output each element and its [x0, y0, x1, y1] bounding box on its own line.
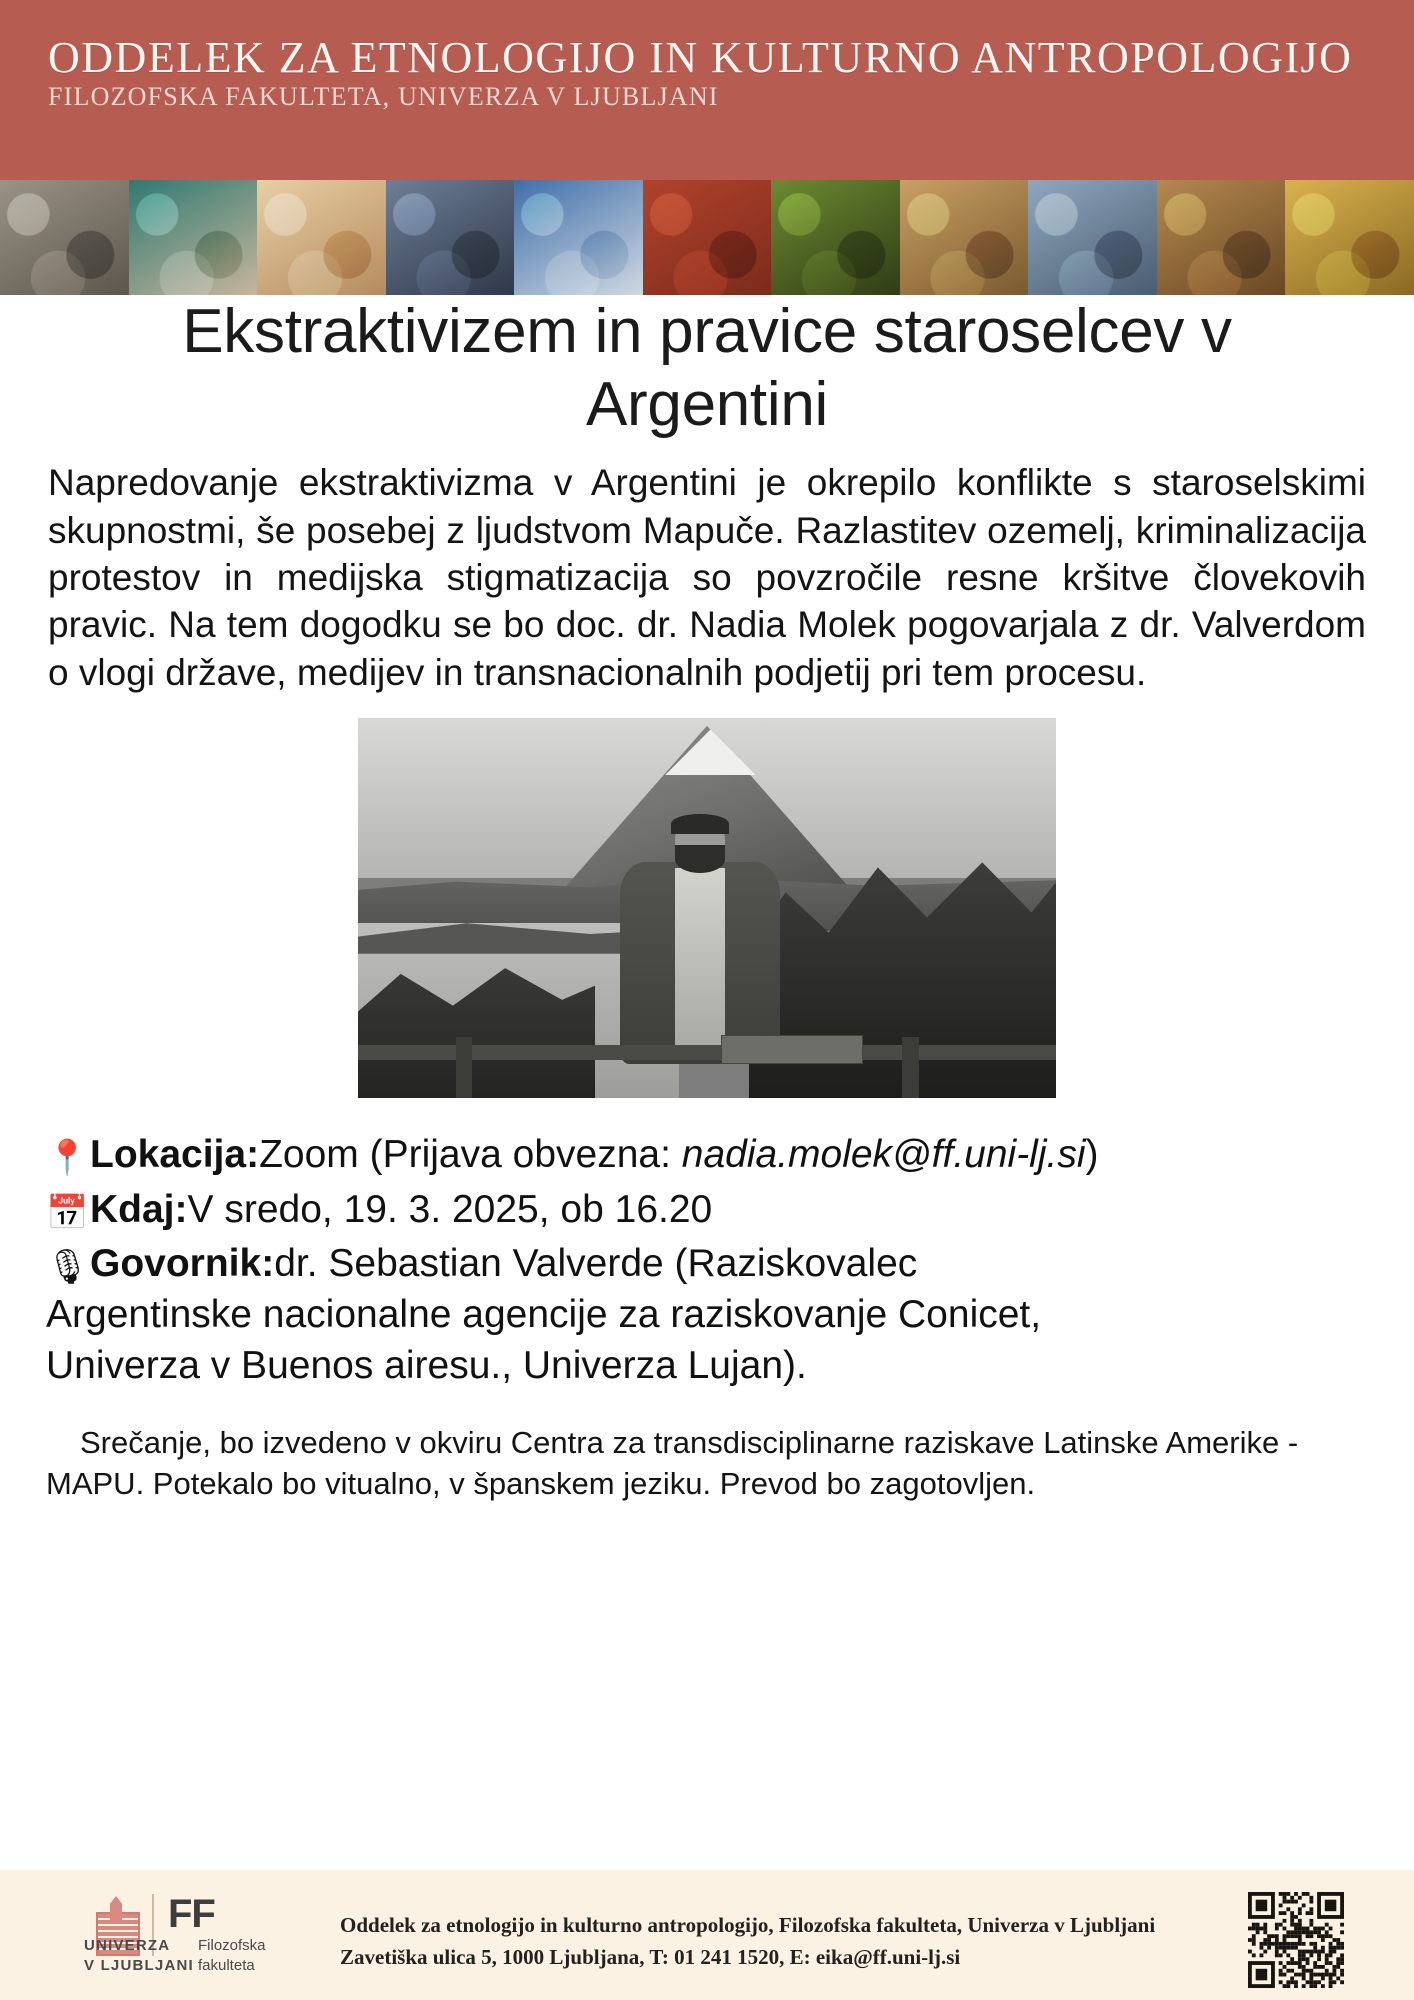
detail-location	[46, 1130, 1368, 1181]
faculty-name-line1: Filozofska	[198, 1937, 266, 1954]
strip-photo-stone-house	[0, 180, 129, 295]
qr-code[interactable]	[1248, 1892, 1344, 1988]
photo-railing-post	[456, 1037, 473, 1098]
location-value-suffix: )	[1085, 1133, 1099, 1177]
page-title: Ekstraktivizem in pravice staroselcev v Argentini	[182, 297, 1232, 440]
crest-tower-shape	[110, 1896, 122, 1922]
strip-photo-tuareg-men-pouring-tea	[129, 180, 258, 295]
detail-speaker	[46, 1239, 1368, 1391]
footer-address-line2: Zavetiška ulica 5, 1000 Ljubljana, T: 01 241 1520, E: eika@ff.uni-lj.si	[340, 1944, 961, 1969]
strip-photo-street-crowd	[386, 180, 515, 295]
photo-person-shirt	[675, 868, 726, 1048]
speaker-label: Govornik:	[90, 1242, 275, 1286]
footer-address-line1: Oddelek za etnologijo in kulturno antropologijo, Filozofska fakulteta, Univerza v Ljubljani	[340, 1913, 1156, 1937]
date-value: V sredo, 19. 3. 2025, ob 16.20	[187, 1187, 713, 1231]
strip-photo-red-wooden-roof	[643, 180, 772, 295]
faculty-name	[198, 1936, 266, 1977]
event-note: Srečanje, bo izvedeno v okviru Centra za transdisciplinarne raziskave Latinske Amerike - MAPU. Potekalo bo vitualno, v španskem jeziku. Prevod bo zagotovljen.	[46, 1424, 1299, 1502]
university-name-line1: UNIVERZA	[84, 1937, 171, 1954]
speaker-value-line2: Argentinske nacionalne agencije za raziskovanje Conicet,	[46, 1293, 1042, 1337]
university-name-line2: V LJUBLJANI	[84, 1957, 194, 1975]
detail-date	[46, 1185, 1368, 1236]
strip-photo-outdoor-cooking	[1157, 180, 1286, 295]
strip-photo-blue-shirt-procession	[514, 180, 643, 295]
faculty-subtitle: FILOZOFSKA FAKULTETA, UNIVERZA V LJUBLJANI	[48, 82, 719, 111]
faculty-name-line2: fakulteta	[198, 1957, 255, 1975]
strip-photo-market-baskets	[900, 180, 1029, 295]
footer-address	[340, 1910, 1155, 1974]
university-name	[84, 1936, 194, 1977]
photo-info-sign	[721, 1035, 863, 1064]
strip-photo-green-leaf-costume	[771, 180, 900, 295]
ethnography-photo-strip	[0, 180, 1414, 295]
date-label: Kdaj:	[90, 1187, 188, 1231]
speaker-value-line3: Univerza v Buenos airesu., Univerza Lujan).	[46, 1343, 807, 1387]
department-title: ODDELEK ZA ETNOLOGIJO IN KULTURNO ANTROPOLOGIJO	[48, 33, 1353, 82]
photo-person-hair	[671, 814, 729, 834]
microphone-icon: 🎙	[46, 1248, 90, 1287]
speaker-photo	[358, 718, 1056, 1098]
strip-photo-dough-pastry	[257, 180, 386, 295]
strip-photo-maize-harvest	[1285, 180, 1414, 295]
photo-railing-post	[902, 1037, 919, 1098]
event-description: Napredovanje ekstraktivizma v Argentini je okrepilo konflikte s staroselskimi skupnostmi, še posebej z ljudstvom Mapuče. Razlastitev ozemelj, kriminalizacija protestov in medijska stigmatizacija so povzročile resne kršitve človekovih pravic. Na tem dogodku se bo doc. dr. Nadia Molek pogovarjala z dr. Valverdom o vlogi države, medijev in transnacionalnih podjetij pri tem procesu.	[48, 462, 1366, 693]
location-label: Lokacija:	[90, 1133, 260, 1177]
location-value-prefix: Zoom (Prijava obvezna:	[259, 1133, 682, 1177]
calendar-icon: 📅	[46, 1193, 89, 1232]
speaker-value: dr. Sebastian Valverde (Raziskovalec	[274, 1242, 918, 1286]
page-footer	[0, 1870, 1414, 2000]
event-details	[0, 1130, 1414, 1391]
ff-logo-text: FF	[168, 1892, 215, 1936]
main-content	[0, 295, 1414, 1505]
page-header	[0, 0, 1414, 180]
location-pin-icon: 📍	[46, 1139, 89, 1178]
registration-email[interactable]: nadia.molek@ff.uni-lj.si	[681, 1133, 1086, 1177]
strip-photo-glass-building	[1028, 180, 1157, 295]
